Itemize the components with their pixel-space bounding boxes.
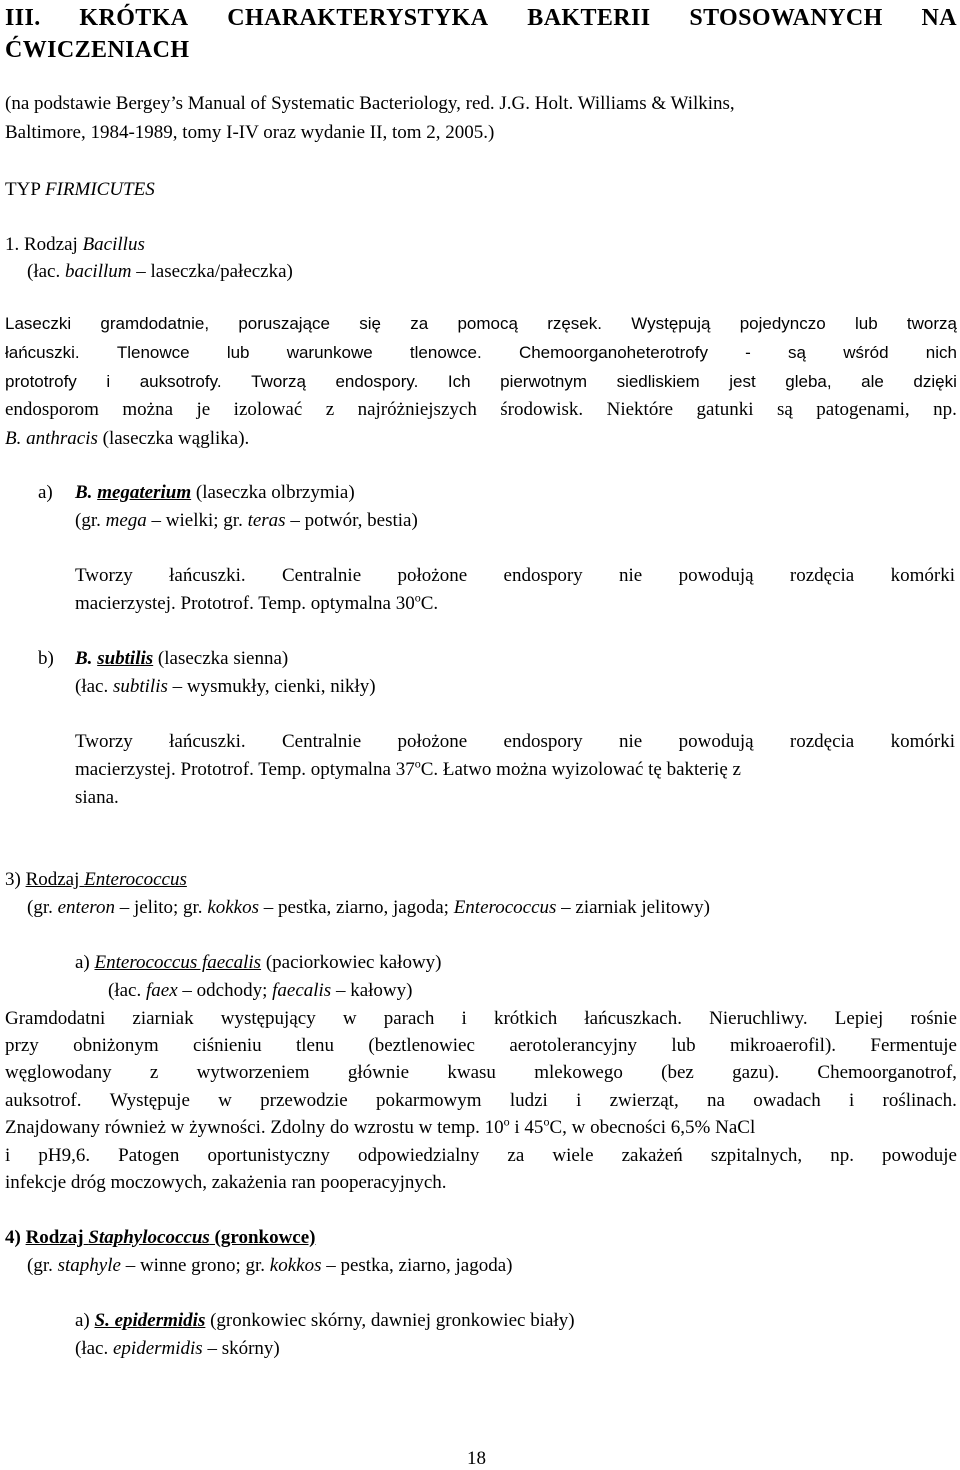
word: Nieruchliwy. <box>709 1008 808 1029</box>
word: Centralnie <box>282 565 362 586</box>
enterococcus-desc-line-2 <box>5 1036 957 1055</box>
source-line-1: (na podstawie Bergey’s Manual of Systematic Bacteriology, red. J.G. Holt. Williams & Wilkins, <box>5 93 735 114</box>
word: roślinach. <box>882 1090 957 1111</box>
enterococcus-etymology: (gr. enteron – jelito; gr. kokkos – pestka, ziarno, jagoda; Enterococcus – ziarniak jelitowy) <box>27 897 710 918</box>
word: gatunki <box>696 399 754 420</box>
word: KRÓTKA <box>79 5 189 31</box>
word: Ich <box>447 372 471 391</box>
enterococcus-desc-line-6 <box>5 1146 957 1165</box>
megaterium-desc-line-1 <box>75 566 955 585</box>
word: lub <box>671 1035 696 1056</box>
word: na <box>706 1090 725 1111</box>
enterococcus-desc-line-4 <box>5 1091 957 1110</box>
bacillus-desc-line-1 <box>5 315 957 332</box>
word: patogenami, <box>816 399 910 420</box>
word: (beztlenowiec <box>368 1035 475 1056</box>
word: zakażeń <box>621 1145 683 1166</box>
megaterium-desc-line-2: macierzystej. Prototrof. Temp. optymalna 30$^o$C. <box>75 590 439 614</box>
word: lub <box>226 343 250 362</box>
word: Fermentuje <box>870 1035 957 1056</box>
word: je <box>196 399 211 420</box>
word: Centralnie <box>282 731 362 752</box>
word: Tworzą <box>251 372 306 391</box>
word: komórki <box>890 731 955 752</box>
word: komórki <box>890 565 955 586</box>
word: endospory <box>503 731 583 752</box>
word: tlenu <box>296 1035 334 1056</box>
word: pokarmowym <box>376 1090 482 1111</box>
word: Tworzy <box>75 565 133 586</box>
bacillus-desc-line-4 <box>5 400 957 419</box>
word: węglowodany <box>5 1062 112 1083</box>
word: za <box>507 1145 525 1166</box>
bacillus-desc-line-3 <box>5 373 957 390</box>
word: szpitalnych, <box>710 1145 803 1166</box>
word: CHARAKTERYSTYKA <box>227 5 489 31</box>
section-heading <box>5 6 957 30</box>
word: rzęsek. <box>547 314 602 333</box>
word: auksotrofy. <box>139 372 222 391</box>
phylum-name: FIRMICUTES <box>44 179 155 200</box>
word: nie <box>619 731 643 752</box>
word: Niektóre <box>606 399 674 420</box>
word: i <box>106 372 111 391</box>
word: położone <box>397 565 468 586</box>
word: środowisk. <box>500 399 584 420</box>
word: pojedynczo <box>739 314 826 333</box>
word: owadach <box>753 1090 821 1111</box>
genus-bacillus-title: 1. Rodzaj Bacillus <box>5 234 145 255</box>
word: przewodzie <box>260 1090 348 1111</box>
word: rozdęcia <box>789 731 855 752</box>
subtilis-marker: b) <box>38 648 54 669</box>
epidermidis-title: a) S. epidermidis (gronkowiec skórny, dawniej gronkowiec biały) <box>75 1310 575 1331</box>
word: Tlenowce <box>116 343 190 362</box>
word: ciśnieniu <box>193 1035 262 1056</box>
word: z <box>149 1062 159 1083</box>
word: łańcuszki. <box>169 731 246 752</box>
word: wśród <box>843 343 889 362</box>
enterococcus-desc-line-1 <box>5 1009 957 1028</box>
word: powoduje <box>882 1145 957 1166</box>
word: i <box>848 1090 855 1111</box>
word: odpowiedzialny <box>357 1145 480 1166</box>
word: endospory. <box>335 372 419 391</box>
word: gazu). <box>732 1062 780 1083</box>
subtilis-etymology: (łac. subtilis – wysmukły, cienki, nikły) <box>75 676 376 697</box>
word: ale <box>861 372 884 391</box>
word: i <box>461 1008 467 1029</box>
genus-staphylococcus-title: 4) Rodzaj Staphylococcus (gronkowce) <box>5 1227 316 1248</box>
word: najróżniejszych <box>357 399 477 420</box>
word: tworzą <box>906 314 957 333</box>
word: łańcuszkach. <box>584 1008 682 1029</box>
word: np. <box>830 1145 854 1166</box>
megaterium-etymology: (gr. mega – wielki; gr. teras – potwór, bestia) <box>75 510 418 531</box>
word: Występują <box>631 314 711 333</box>
word: Występuje <box>109 1090 190 1111</box>
word: Chemoorganoheterotrofy <box>518 343 708 362</box>
word: przy <box>5 1035 39 1056</box>
word: oportunistyczny <box>207 1145 330 1166</box>
bacillus-desc-line-5: B. anthracis (laseczka wąglika). <box>5 428 250 449</box>
source-line-2: Baltimore, 1984-1989, tomy I-IV oraz wydanie II, tom 2, 2005.) <box>5 122 495 143</box>
word: ziarniak <box>132 1008 194 1029</box>
word: się <box>359 314 381 333</box>
word: lub <box>854 314 878 333</box>
word: mikroaerofil). <box>730 1035 837 1056</box>
epidermidis-etymology: (łac. epidermidis – skórny) <box>75 1338 280 1359</box>
faecalis-title: a) Enterococcus faecalis (paciorkowiec kałowy) <box>75 952 442 973</box>
word: pH9,6. <box>38 1145 91 1166</box>
word: powodują <box>678 731 754 752</box>
bacillus-desc-line-2 <box>5 344 957 361</box>
word: głównie <box>347 1062 410 1083</box>
word: np. <box>933 399 957 420</box>
word: można <box>122 399 174 420</box>
word: aerotolerancyjny <box>509 1035 637 1056</box>
word: kwasu <box>447 1062 496 1083</box>
word: obniżonym <box>73 1035 159 1056</box>
word: pomocą <box>457 314 518 333</box>
word: rośnie <box>910 1008 957 1029</box>
word: łańcuszki. <box>169 565 246 586</box>
word: Tworzy <box>75 731 133 752</box>
page-number: 18 <box>467 1448 486 1469</box>
word: łańcuszki. <box>5 343 80 362</box>
word: auksotrof. <box>5 1090 82 1111</box>
word: endosporom <box>5 399 99 420</box>
word: III. <box>5 5 41 31</box>
faecalis-etymology: (łac. faex – odchody; faecalis – kałowy) <box>108 980 413 1001</box>
word: siedliskiem <box>616 372 700 391</box>
word: NA <box>921 5 957 31</box>
word: izolować <box>233 399 303 420</box>
word: zwierząt, <box>609 1090 679 1111</box>
subtilis-desc-line-3: siana. <box>75 787 119 808</box>
word: Chemoorganotrof, <box>817 1062 957 1083</box>
word: Lepiej <box>834 1008 884 1029</box>
word: i <box>576 1090 582 1111</box>
word: (bez <box>661 1062 694 1083</box>
word: warunkowe <box>286 343 373 362</box>
word: tlenowce. <box>409 343 482 362</box>
megaterium-title: B. megaterium (laseczka olbrzymia) <box>75 482 355 503</box>
word: są <box>788 343 806 362</box>
word: w <box>342 1008 357 1029</box>
word: w <box>218 1090 232 1111</box>
word: za <box>410 314 429 333</box>
word: mlekowego <box>534 1062 623 1083</box>
word: są <box>777 399 793 420</box>
word: gramdodatnie, <box>100 314 210 333</box>
word: Laseczki <box>5 314 72 333</box>
word: wiele <box>552 1145 594 1166</box>
phylum-heading: TYP FIRMICUTES <box>5 179 155 200</box>
subtilis-desc-line-2: macierzystej. Prototrof. Temp. optymalna 37$^o$C. Łatwo można wyizolować tę bakterię z <box>75 756 741 780</box>
word: prototrofy <box>5 372 77 391</box>
word: gleba, <box>785 372 832 391</box>
word: STOSOWANYCH <box>689 5 883 31</box>
word: krótkich <box>493 1008 558 1029</box>
word: ludzi <box>509 1090 548 1111</box>
enterococcus-desc-line-3 <box>5 1063 957 1082</box>
word: położone <box>397 731 468 752</box>
word: Gramdodatni <box>5 1008 106 1029</box>
staphylococcus-etymology: (gr. staphyle – winne grono; gr. kokkos – pestka, ziarno, jagoda) <box>27 1255 513 1276</box>
word: i <box>5 1145 11 1166</box>
subtilis-title: B. subtilis (laseczka sienna) <box>75 648 289 669</box>
subtilis-desc-line-1 <box>75 732 955 751</box>
word: nich <box>925 343 957 362</box>
word: nie <box>619 565 643 586</box>
word: dzięki <box>913 372 957 391</box>
word: jest <box>729 372 756 391</box>
megaterium-marker: a) <box>38 482 53 503</box>
word: wytworzeniem <box>196 1062 310 1083</box>
word: z <box>325 399 335 420</box>
word: - <box>745 343 751 362</box>
enterococcus-desc-line-7: infekcje dróg moczowych, zakażenia ran pooperacyjnych. <box>5 1172 447 1193</box>
word: pierwotnym <box>500 372 588 391</box>
word: Patogen <box>118 1145 180 1166</box>
word: parach <box>383 1008 435 1029</box>
genus-enterococcus-title: 3) Rodzaj Enterococcus <box>5 869 187 890</box>
word: BAKTERII <box>527 5 651 31</box>
word: poruszające <box>238 314 330 333</box>
heading-line-2: ĆWICZENIACH <box>5 37 190 63</box>
bacillus-etymology: (łac. bacillum – laseczka/pałeczka) <box>27 261 293 282</box>
word: rozdęcia <box>789 565 855 586</box>
word: występujący <box>220 1008 316 1029</box>
enterococcus-desc-line-5: Znajdowany również w żywności. Zdolny do wzrostu w temp. 10$^o$ i 45$^o$C, w obecności 6,5% NaCl <box>5 1114 756 1138</box>
word: powodują <box>678 565 754 586</box>
word: endospory <box>503 565 583 586</box>
